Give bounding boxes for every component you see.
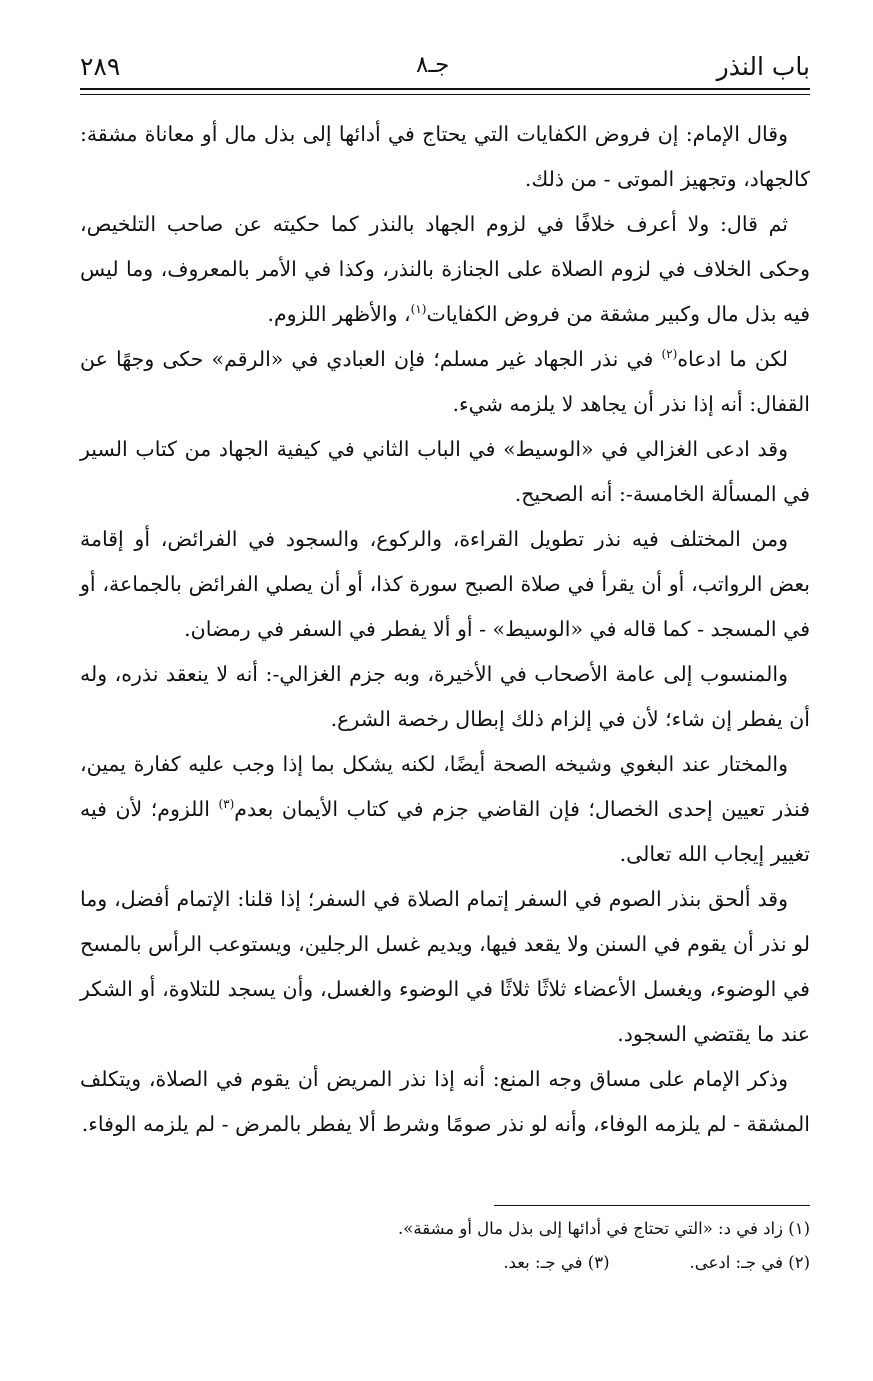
footnotes — [80, 1212, 810, 1280]
main-text — [80, 112, 810, 1147]
footnote-2: (٢) في جـ: ادعى. — [689, 1253, 810, 1272]
footnote-1: (١) زاد في د: «التي تحتاج في أدائها إلى بذل مال أو مشقة». — [398, 1219, 810, 1238]
footnote-marker: (١) — [410, 302, 427, 317]
paragraph: لكن ما ادعاه$^{(٢)}$ في نذر الجهاد غير مسلم؛ فإن العبادي في «الرقم» حكى وجهًا عن القفال: أنه إذا نذر أن يجاهد لا يلزمه شيء. — [80, 347, 810, 416]
running-header — [80, 50, 810, 90]
paragraph: ومن المختلف فيه نذر تطويل القراءة، والركوع، والسجود في الفرائض، أو إقامة بعض الرواتب، أو أن يقرأ في صلاة الصبح سورة كذا، أو أن يصلي الفرائض بالجماعة، أو في المسجد - كما قاله في «الوسيط» - أو ألا يفطر في السفر في رمضان. — [80, 527, 810, 641]
footnote-3: (٣) في جـ: بعد. — [503, 1253, 610, 1272]
paragraph: والمنسوب إلى عامة الأصحاب في الأخيرة، وبه جزم الغزالي-: أنه لا ينعقد نذره، وله أن يفطر إن شاء؛ لأن في إلزام ذلك إبطال رخصة الشرع. — [80, 662, 810, 731]
paragraph: وذكر الإمام على مساق وجه المنع: أنه إذا نذر المريض أن يقوم في الصلاة، ويتكلف المشقة - لم يلزمه الوفاء، وأنه لو نذر صومًا وشرط ألا يفطر بالمرض - لم يلزمه الوفاء. — [80, 1067, 810, 1136]
chapter-title: باب النذر — [716, 52, 810, 81]
header-rule-thick — [80, 88, 810, 90]
paragraph: ثم قال: ولا أعرف خلافًا في لزوم الجهاد بالنذر كما حكيته عن صاحب التلخيص، وحكى الخلاف في لزوم الصلاة على الجنازة بالنذر، وكذا في الأمر بالمعروف، وما ليس فيه بذل مال وكبير مشقة من فروض الكفايات$^{(١)}$، والأظهر اللزوم. — [80, 212, 810, 326]
paragraph: وقد ألحق بنذر الصوم في السفر إتمام الصلاة في السفر؛ إذا قلنا: الإتمام أفضل، وما لو نذر أن يقوم في السنن ولا يقعد فيها، ويديم غسل الرجلين، ويستوعب الرأس بالمسح في الوضوء، ويغسل الأعضاء ثلاثًا ثلاثًا في الوضوء والغسل، وأن يسجد للتلاوة، أو الشكر عند ما يقتضي السجود. — [79, 887, 810, 1046]
paragraph: وقد ادعى الغزالي في «الوسيط» في الباب الثاني في كيفية الجهاد من كتاب السير في المسألة الخامسة-: أنه الصحيح. — [80, 437, 810, 506]
footnote-marker: (٣) — [218, 797, 235, 812]
paragraph: وقال الإمام: إن فروض الكفايات التي يحتاج في أدائها إلى بذل مال أو معاناة مشقة: كالجهاد، وتجهيز الموتى - من ذلك. — [80, 122, 810, 191]
footnote-row — [80, 1246, 810, 1280]
volume-label: جـ٨ — [416, 52, 450, 78]
footnote-separator — [494, 1205, 810, 1206]
page-number: ٢٨٩ — [80, 52, 121, 81]
header-rule-thin — [80, 94, 810, 95]
footnote-marker: (٢) — [661, 347, 678, 362]
paragraph: والمختار عند البغوي وشيخه الصحة أيضًا، لكنه يشكل بما إذا وجب عليه كفارة يمين، فنذر تعيين إحدى الخصال؛ فإن القاضي جزم في كتاب الأيمان بعدم$^{(٣)}$ اللزوم؛ لأن فيه تغيير إيجاب الله تعالى. — [80, 752, 810, 866]
